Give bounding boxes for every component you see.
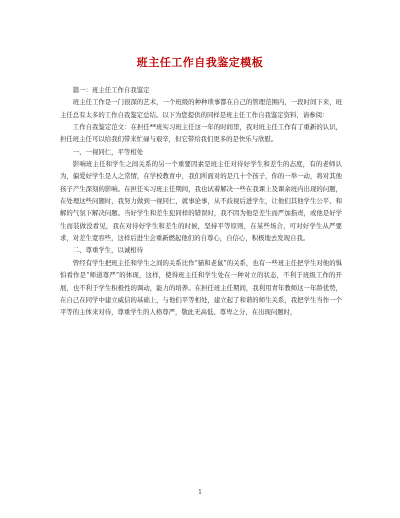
- section-heading: 二、尊重学生，以诚相待: [72, 246, 144, 255]
- section-heading: 一、一视同仁，平等相处: [72, 147, 144, 156]
- section-heading: 篇一：班主任工作自我鉴定: [72, 86, 150, 94]
- body-paragraph: 工作自我鉴定范文：在担任**班实习班主任这一年的时间里，我对班主任工作有了重新的认识，担任班主任可以给我们带来忙碌与艰辛，但它带给我们更多的是快乐与欣慰。: [60, 123, 342, 144]
- body-paragraph: 影响班主任和学生之间关系的另一个重要因素是班主任对待好学生和差生的态度，有的老师认为，偏爱好学生是人之常情，在学校教育中，我们所面对的是几十个孩子，你的一举一动，将对其他孩子产生深刻的影响。在担任实习班主任期间，我也试着解决一些在我课上及课余班内出现的问题，在处理这些问题时，我努力做到一视同仁，就事论事，从不歧视后进学生，让他们其他学生公平、和解的气氛下解决问题。当好学生和差生犯同样的错误时，我不因为他是差生而严加指责，或他是好学生而装做没看见，我在对待好学生和差生的时候，坚持平等原则，在某些场合，可对好学生从严要求，对差生宽容些，这样后进生会重新燃起他们的自尊心，自信心，积极地去发现自我。: [60, 160, 342, 243]
- page-number: 1: [198, 489, 202, 496]
- document-body: [60, 84, 342, 319]
- body-paragraph: 班主任工作是一门很深的艺术，一个班级的种种琐事都在自己的管理范围内，一段时间下来，班主任总有太多的工作自我鉴定总结。以下为您提供的同样是班主任工作自我鉴定资料，请参阅：: [60, 98, 342, 119]
- document-title: 班主任工作自我鉴定模板: [136, 56, 264, 69]
- body-paragraph: 曾经有学生把班主任和学生之间的关系比作“猫和老鼠”的关系，也有一些班主任把学生对他的惧怕看作是“师道尊严”的体现，这样，使得班主任和学生处在一种对立的状态，不利于班级工作的开展，也不利于学生积极性的调动，能力的培养。在担任班主任期间，我利用青年教师这一年龄优势，在自己在同学中建立威信的基础上，与他们平等相处，建立起了和谐的师生关系，我把学生当作一个平等的主体来对待，尊重学生的人格尊严，敬此无高低、尊卑之分，在出现问题时，: [60, 258, 342, 317]
